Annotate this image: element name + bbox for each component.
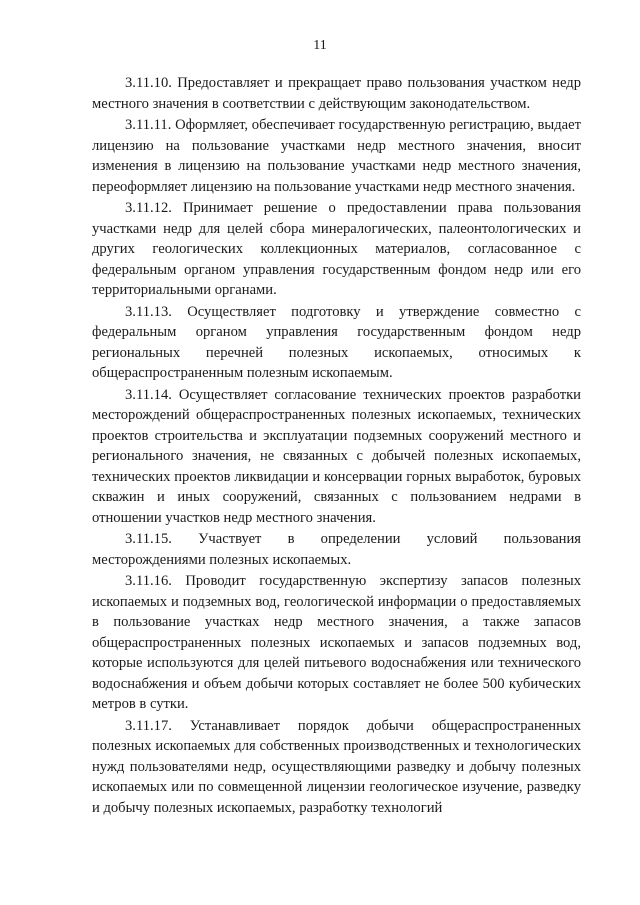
page-number: 11 (313, 38, 327, 53)
paragraph-3-11-17: 3.11.17. Устанавливает порядок добычи общераспространенных полезных ископаемых для собственных производственных и технологических нужд пользователями недр, осуществляющими разведку и добычу полезных ископаемых или по совмещенной лицензии геологическое изучение, разведку и добычу полезных ископаемых, разработку технологий (92, 717, 581, 816)
paragraph-3-11-11: 3.11.11. Оформляет, обеспечивает государственную регистрацию, выдает лицензию на пользование участками недр местного значения, вносит изменения в лицензию на пользование участками недр местного значения, переоформляет лицензию на пользование участками недр местного значения. (92, 117, 581, 195)
paragraph-3-11-15: 3.11.15. Участвует в определении условий пользования месторождениями полезных ископаемых. (92, 531, 581, 568)
paragraph-3-11-12: 3.11.12. Принимает решение о предоставлении права пользования участками недр для целей сбора минералогических, палеонтологических и других геологических коллекционных материалов, согласованное с федеральным органом управления государственным фондом недр или его территориальными органами. (92, 200, 581, 298)
paragraph-3-11-13: 3.11.13. Осуществляет подготовку и утверждение совместно с федеральным органом управления государственным фондом недр региональных перечней полезных ископаемых, относимых к общераспространенным полезным ископаемым. (92, 303, 581, 381)
document-body (92, 73, 581, 819)
paragraph-3-11-10: 3.11.10. Предоставляет и прекращает право пользования участком недр местного значения в соответствии с действующим законодательством. (92, 75, 581, 112)
paragraph-3-11-16: 3.11.16. Проводит государственную экспертизу запасов полезных ископаемых и подземных вод, геологической информации о предоставляемых в пользование участках недр местного значения, а также запасов общераспространенных полезных ископаемых и запасов подземных вод, которые используются для целей питьевого водоснабжения или технического водоснабжения и объем добычи которых составляет не более 500 кубических метров в сутки. (92, 573, 581, 712)
paragraph-3-11-14: 3.11.14. Осуществляет согласование технических проектов разработки месторождений общераспространенных полезных ископаемых, технических проектов строительства и эксплуатации подземных сооружений местного и регионального значения, не связанных с добычей полезных ископаемых, технических проектов ликвидации и консервации горных выработок, буровых скважин и иных сооружений, связанных с пользованием недрами в отношении участков недр местного значения. (92, 386, 581, 526)
